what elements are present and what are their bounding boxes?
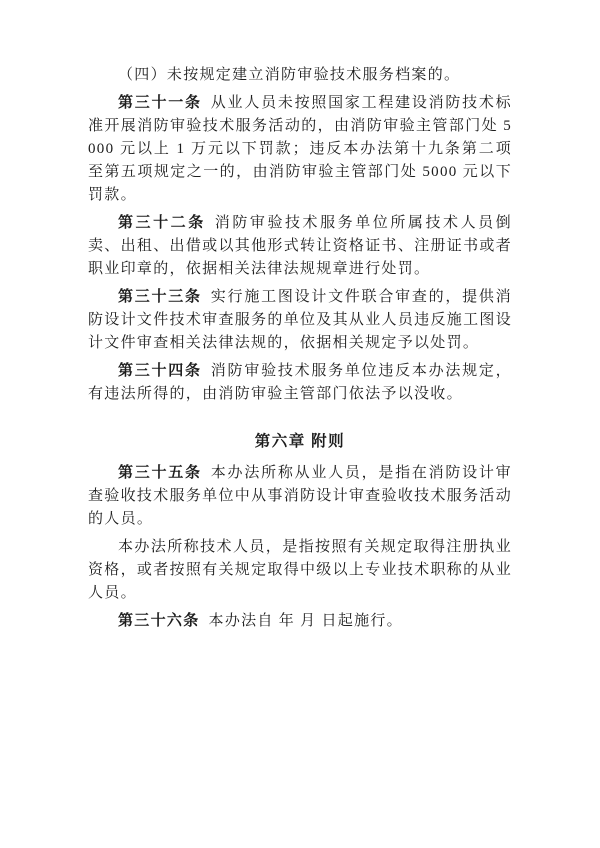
article-text: 消防审验技术服务单位所属技术人员倒卖、出租、出借或以其他形式转让资格证书、注册证书或者职业印章的，依据相关法律法规规章进行处罚。 [88,215,512,277]
article-number: 第三十三条 [118,289,202,305]
document-content [88,64,512,633]
chapter-heading: 第六章 附则 [254,433,346,450]
body-paragraph: 本办法所称技术人员，是指按照有关规定取得注册执业资格，或者按照有关规定取得中级以上专业技术职称的从业人员。 [88,539,512,601]
article-number: 第三十二条 [118,215,206,231]
article-paragraph [88,286,512,355]
article-number: 第三十五条 [118,465,202,481]
article-paragraph [88,462,512,531]
article-text: 本办法所称从业人员，是指在消防设计审查验收技术服务单位中从事消防设计审查验收技术服务活动的人员。 [88,465,512,527]
article-text: 消防审验技术服务单位违反本办法规定，有违法所得的，由消防审验主管部门依法予以没收。 [88,363,512,402]
article-text: 实行施工图设计文件联合审查的，提供消防设计文件技术审查服务的单位及其从业人员违反施工图设计文件审查相关法律法规的，依据相关规定予以处罚。 [88,289,512,351]
article-paragraph [88,92,512,207]
article-number: 第三十六条 [118,613,200,629]
article-paragraph [88,360,512,406]
article-paragraph [88,610,512,633]
body-paragraph: （四）未按规定建立消防审验技术服务档案的。 [118,67,461,83]
article-text: 本办法自 年 月 日起施行。 [208,613,403,629]
article-number: 第三十一条 [118,95,202,111]
article-paragraph [88,212,512,281]
article-text: 从业人员未按照国家工程建设消防技术标准开展消防审验技术服务活动的，由消防审验主管部门处 5000 元以上 1 万元以下罚款；违反本办法第十九条第二项至第五项规定之一的，由消防审验主管部门处 5000 元以下罚款。 [88,95,512,203]
article-number: 第三十四条 [118,363,202,379]
